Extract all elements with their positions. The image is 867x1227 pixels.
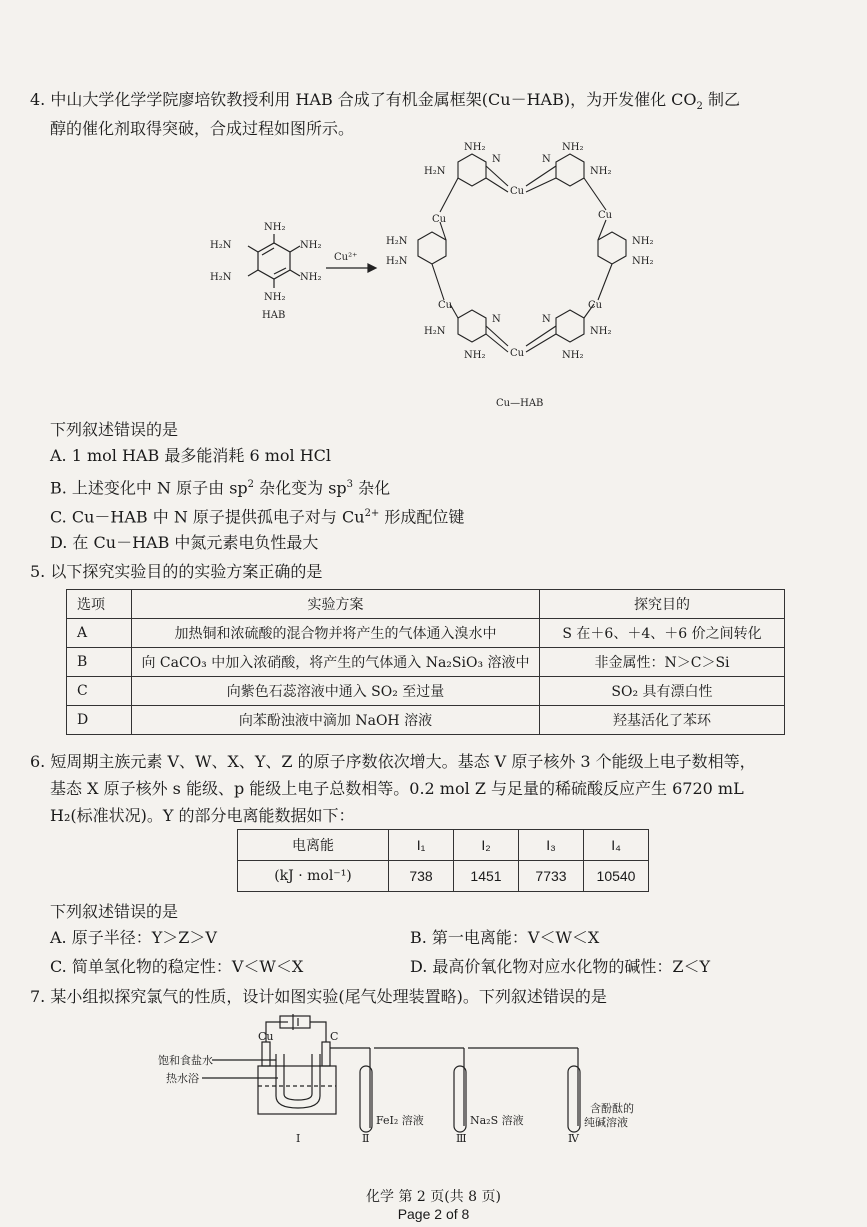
ie-header: 电离能 bbox=[238, 830, 389, 861]
fw-nh2-4: NH₂ bbox=[632, 236, 654, 247]
ionization-energy-table bbox=[237, 829, 649, 892]
q5-row-b-plan: 向 CaCO₃ 中加入浓硝酸，将产生的气体通入 Na₂SiO₃ 溶液中 bbox=[132, 648, 540, 677]
q5-header-option: 选项 bbox=[67, 590, 132, 619]
table-row bbox=[67, 619, 785, 648]
cu-node-left-top: Cu bbox=[432, 214, 447, 225]
fw-nh2-2: NH₂ bbox=[562, 142, 584, 153]
cu-node-left-bottom: Cu bbox=[438, 300, 453, 311]
ie-label-1: I₁ bbox=[389, 830, 454, 861]
ie-value-1: 738 bbox=[389, 861, 454, 892]
hab-nh2-right-bottom: NH₂ bbox=[300, 272, 322, 283]
fei2-label: FeI₂ 溶液 bbox=[376, 1114, 424, 1127]
fw-nh2-8: NH₂ bbox=[562, 350, 584, 361]
hab-nh2-right-top: NH₂ bbox=[300, 240, 322, 251]
q5-title: 5. 以下探究实验目的的实验方案正确的是 bbox=[30, 562, 323, 581]
cu-hab-label: Cu—HAB bbox=[496, 398, 544, 409]
apparatus-label-4: Ⅳ bbox=[568, 1132, 579, 1145]
c-electrode-label: C bbox=[330, 1030, 339, 1043]
chlorine-apparatus-diagram bbox=[158, 1008, 634, 1148]
apparatus-label-1: Ⅰ bbox=[296, 1132, 301, 1145]
hab-nh2-top: NH₂ bbox=[264, 222, 286, 233]
cu-hab-framework bbox=[418, 154, 626, 352]
fw-nh2-5: NH₂ bbox=[632, 256, 654, 267]
ie-value-4: 10540 bbox=[584, 861, 649, 892]
q4-option-d: D. 在 Cu－HAB 中氮元素电负性最大 bbox=[50, 533, 319, 552]
q5-table-header bbox=[67, 590, 785, 619]
q5-row-a-goal: S 在＋6、＋4、＋6 价之间转化 bbox=[540, 619, 785, 648]
q6-text-line3: H₂(标准状况)。Y 的部分电离能数据如下： bbox=[50, 806, 355, 825]
q5-row-d-goal: 羟基活化了苯环 bbox=[540, 706, 785, 735]
q5-header-goal: 探究目的 bbox=[540, 590, 785, 619]
q5-row-a-option: A bbox=[67, 619, 132, 648]
phenolphthalein-label-1: 含酚酞的 bbox=[590, 1102, 634, 1115]
hab-label: HAB bbox=[262, 310, 286, 321]
na2s-label: Na₂S 溶液 bbox=[470, 1114, 524, 1127]
brine-label: 饱和食盐水 bbox=[158, 1054, 213, 1067]
q5-row-d-plan: 向苯酚浊液中滴加 NaOH 溶液 bbox=[132, 706, 540, 735]
fw-h2n-4: H₂N bbox=[424, 326, 446, 337]
ie-value-3: 7733 bbox=[519, 861, 584, 892]
q5-header-plan: 实验方案 bbox=[132, 590, 540, 619]
q6-text-line2: 基态 X 原子核外 s 能级、p 能级上电子总数相等。0.2 mol Z 与足量的稀硫酸反应产生 6720 mL bbox=[50, 779, 744, 798]
q6-option-c: C. 简单氢化物的稳定性：V＜W＜X bbox=[50, 957, 304, 976]
q4-text-line2: 醇的催化剂取得突破，合成过程如图所示。 bbox=[50, 119, 355, 138]
q5-row-c-option: C bbox=[67, 677, 132, 706]
ie-label-2: I₂ bbox=[454, 830, 519, 861]
q6-option-b: B. 第一电离能：V＜W＜X bbox=[410, 928, 600, 947]
q6-text-line1: 6. 短周期主族元素 V、W、X、Y、Z 的原子序数依次增大。基态 V 原子核外 3 个能级上电子数相等， bbox=[30, 752, 756, 771]
table-row bbox=[238, 830, 649, 861]
q6-option-d: D. 最高价氧化物对应水化物的碱性：Z＜Y bbox=[410, 957, 711, 976]
ie-value-2: 1451 bbox=[454, 861, 519, 892]
hot-water-bath bbox=[258, 1066, 336, 1114]
table-row bbox=[67, 648, 785, 677]
fw-h2n-3: H₂N bbox=[386, 256, 408, 267]
fw-n-4: N bbox=[542, 314, 551, 325]
fw-h2n-1: H₂N bbox=[424, 166, 446, 177]
q5-row-a-plan: 加热铜和浓硫酸的混合物并将产生的气体通入溴水中 bbox=[132, 619, 540, 648]
q6-option-a: A. 原子半径：Y＞Z＞V bbox=[50, 928, 217, 947]
cu-node-right-top: Cu bbox=[598, 210, 613, 221]
ie-unit: (kJ · mol⁻¹) bbox=[238, 861, 389, 892]
apparatus-label-2: Ⅱ bbox=[362, 1132, 370, 1145]
fw-nh2-3: NH₂ bbox=[590, 166, 612, 177]
fw-nh2-7: NH₂ bbox=[464, 350, 486, 361]
q4-option-b: B. 上述变化中 N 原子由 $sp^2$ 杂化变为 $sp^3$ 杂化 bbox=[50, 478, 391, 498]
q6-stem: 下列叙述错误的是 bbox=[50, 902, 179, 921]
hab-h2n-left-top: H₂N bbox=[210, 240, 232, 251]
cu-node-top: Cu bbox=[510, 186, 525, 197]
fw-nh2-1: NH₂ bbox=[464, 142, 486, 153]
hab-h2n-left-bottom: H₂N bbox=[210, 272, 232, 283]
page-footer: 化学 第 2 页(共 8 页) bbox=[366, 1189, 501, 1205]
fw-n-2: N bbox=[542, 154, 551, 165]
cu-hab-synthesis-scheme bbox=[196, 140, 666, 415]
q4-text-line1: 4. 中山大学化学学院廖培钦教授利用 HAB 合成了有机金属框架(Cu－HAB)，为开发催化 $CO_2$ 制乙 bbox=[30, 90, 741, 113]
hab-molecule bbox=[248, 234, 300, 288]
q5-table bbox=[66, 589, 785, 735]
q5-row-b-goal: 非金属性：N＞C＞Si bbox=[540, 648, 785, 677]
phenolphthalein-label-2: 纯碱溶液 bbox=[584, 1116, 628, 1129]
q5-row-d-option: D bbox=[67, 706, 132, 735]
reaction-arrow bbox=[326, 264, 376, 272]
cu-node-right-bottom: Cu bbox=[588, 300, 603, 311]
ie-label-3: I₃ bbox=[519, 830, 584, 861]
fw-n-3: N bbox=[492, 314, 501, 325]
table-row bbox=[67, 677, 785, 706]
ie-label-4: I₄ bbox=[584, 830, 649, 861]
q5-row-c-goal: SO₂ 具有漂白性 bbox=[540, 677, 785, 706]
hab-nh2-bottom: NH₂ bbox=[264, 292, 286, 303]
fw-nh2-6: NH₂ bbox=[590, 326, 612, 337]
q5-row-b-option: B bbox=[67, 648, 132, 677]
q7-title: 7. 某小组拟探究氯气的性质，设计如图实验(尾气处理装置略)。下列叙述错误的是 bbox=[30, 987, 607, 1006]
q4-option-a: A. 1 mol HAB 最多能消耗 6 mol HCl bbox=[50, 446, 332, 465]
reagent-label: Cu²⁺ bbox=[334, 252, 358, 263]
table-row bbox=[238, 861, 649, 892]
water-bath-label: 热水浴 bbox=[166, 1072, 199, 1085]
fw-n-1: N bbox=[492, 154, 501, 165]
table-row bbox=[67, 706, 785, 735]
cu-node-bottom: Cu bbox=[510, 348, 525, 359]
q4-stem: 下列叙述错误的是 bbox=[50, 420, 179, 439]
apparatus-label-3: Ⅲ bbox=[456, 1132, 467, 1145]
q5-row-c-plan: 向紫色石蕊溶液中通入 SO₂ 至过量 bbox=[132, 677, 540, 706]
cu-electrode-label: Cu bbox=[258, 1030, 274, 1043]
fw-h2n-2: H₂N bbox=[386, 236, 408, 247]
page-number: Page 2 of 8 bbox=[397, 1206, 470, 1222]
q4-option-c: C. Cu－HAB 中 N 原子提供孤电子对与 $Cu^{2+}$ 形成配位键 bbox=[50, 507, 465, 527]
